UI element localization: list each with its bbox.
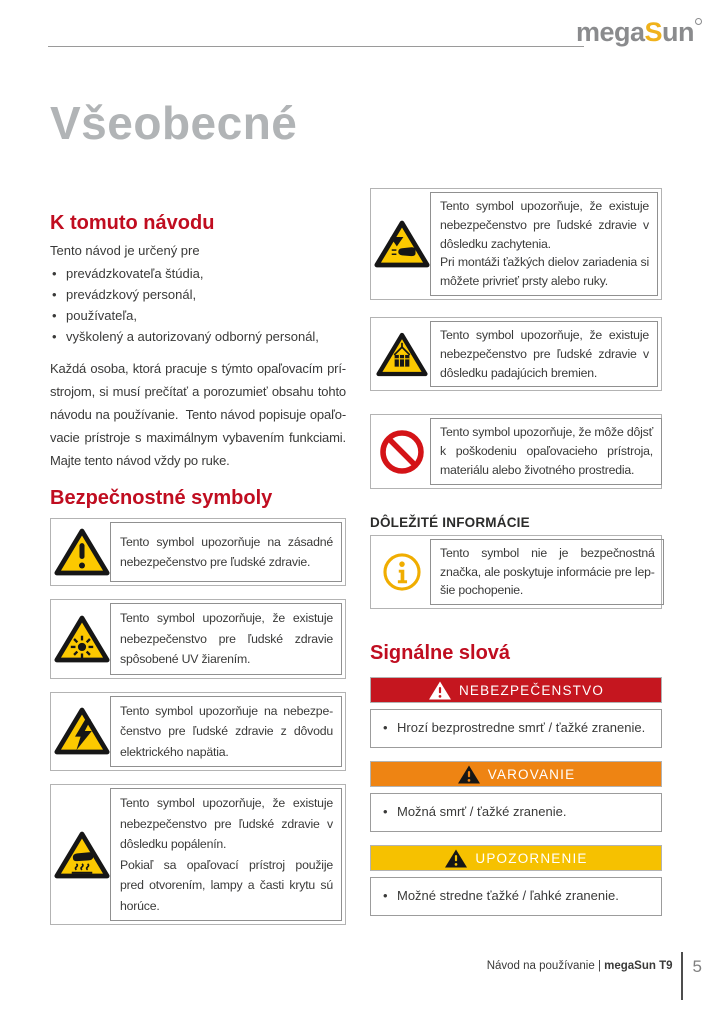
section-heading-about: K tomuto návodu [50, 212, 215, 234]
danger-description-box [370, 709, 662, 748]
warning-triangle-icon [428, 680, 452, 701]
header-rule [48, 46, 584, 47]
logo-registered-mark-icon [695, 18, 702, 25]
warning-triangle-icon [444, 848, 468, 869]
warning-banner [370, 761, 662, 787]
logo-prefix: mega [575, 17, 645, 47]
uv-radiation-warning-icon [54, 614, 110, 664]
list-item: • prevádzkový personál, [50, 284, 346, 305]
caution-banner [370, 845, 662, 871]
danger-banner [370, 677, 662, 703]
page-footer [487, 952, 702, 1000]
warning-description-box [370, 793, 662, 832]
left-column [50, 212, 346, 938]
warning-description: • Možná smrť / ťažké zranenie. [381, 804, 651, 820]
caution-banner-label: UPOZORNENIE [475, 850, 588, 866]
warning-box-hot-surface [50, 784, 346, 925]
prohibition-icon [377, 427, 427, 477]
electric-voltage-warning-icon [54, 706, 110, 756]
warning-box-hand-crush [370, 188, 662, 300]
info-icon [379, 549, 425, 595]
warning-box-text: Tento symbol upozorňuje, že existuje nebezpečenstvo pre ľudské zdravie spôsobené UV žiarením. [110, 603, 342, 675]
logo-suffix: un [662, 17, 694, 47]
warning-box-text: Tento symbol upozorňuje, že existuje nebezpečenstvo pre ľudské zdravie v dôsledku popálenín. Pokiaľ sa opaľovací prístroj použije pred otvorením, lampy a časti krytu sú horúce. [110, 788, 342, 921]
info-box-text: Tento symbol nie je bezpečnostná značka, ale poskytuje informácie pre lep- šie pochopenie. [430, 539, 664, 605]
page-title: Všeobecné [50, 97, 298, 149]
right-column [370, 188, 662, 929]
warning-box-text: Tento symbol upozorňuje, že existuje nebezpečenstvo pre ľudské zdravie v dôsledku zachytenia. Pri montáži ťažkých dielov zariadenia si môžete privrieť prsty alebo ruky. [430, 192, 658, 296]
important-information-heading: DÔLEŽITÉ INFORMÁCIE [370, 514, 530, 530]
caution-description-box [370, 877, 662, 916]
warning-box-text: Tento symbol upozorňuje na nebezpe- čenstvo pre ľudské zdravie z dôvodu elektrického napätia. [110, 696, 342, 768]
warning-box-general-danger [50, 518, 346, 586]
footer-manual-label: Návod na používanie | [486, 960, 605, 972]
danger-banner-label: NEBEZPEČENSTVO [458, 682, 605, 698]
audience-bullet-list [50, 263, 346, 347]
about-paragraph: Každá osoba, ktorá pracuje s týmto opaľovacím prí- strojom, si musí prečítať a porozumieť obsahu tohto návodu na používanie. Tento návod popisuje opaľo- vacie prístroje s maximálnym vybavením funkciami. Majte tento návod vždy po ruke. [50, 361, 346, 468]
list-item: • používateľa, [50, 305, 346, 326]
warning-box-falling-load [370, 317, 662, 391]
warning-box-text: Tento symbol upozorňuje, že existuje nebezpečenstvo pre ľudské zdravie v dôsledku padajúcich bremien. [430, 321, 658, 387]
warning-banner-label: VAROVANIE [487, 766, 576, 782]
section-heading-signal-words: Signálne slová [370, 642, 511, 665]
warning-triangle-icon [457, 764, 481, 785]
hot-surface-warning-icon [54, 830, 110, 880]
about-intro-text: Tento návod je určený pre [50, 243, 200, 258]
warning-box-text: Tento symbol upozorňuje na zásadné nebezpečenstvo pre ľudské zdravie. [110, 522, 342, 582]
warning-box-text: Tento symbol upozorňuje, že môže dôjsť k poškodeniu opaľovacieho prístroja, materiálu alebo životného prostredia. [430, 418, 662, 484]
footer-divider [681, 952, 683, 1000]
logo-accent-letter: S [644, 17, 662, 47]
footer-product-label: megaSun T9 [604, 960, 673, 972]
footer-text [487, 952, 673, 972]
list-item: • vyškolený a autorizovaný odborný personál, [50, 326, 346, 347]
list-item: • prevádzkovateľa štúdia, [50, 263, 346, 284]
megasun-logo [576, 17, 702, 48]
hand-crush-warning-icon [374, 218, 430, 270]
info-box [370, 535, 662, 609]
page-number: 5 [692, 957, 702, 976]
warning-box-electric-voltage [50, 692, 346, 772]
section-heading-safety-symbols: Bezpečnostné symboly [50, 487, 273, 509]
warning-box-uv-radiation [50, 599, 346, 679]
danger-description: • Hrozí bezprostredne smrť / ťažké zranenie. [381, 720, 651, 736]
falling-load-warning-icon [376, 331, 428, 378]
caution-description: • Možné stredne ťažké / ľahké zranenie. [381, 888, 651, 904]
general-danger-warning-icon [54, 527, 110, 577]
warning-box-prohibition [370, 414, 662, 488]
